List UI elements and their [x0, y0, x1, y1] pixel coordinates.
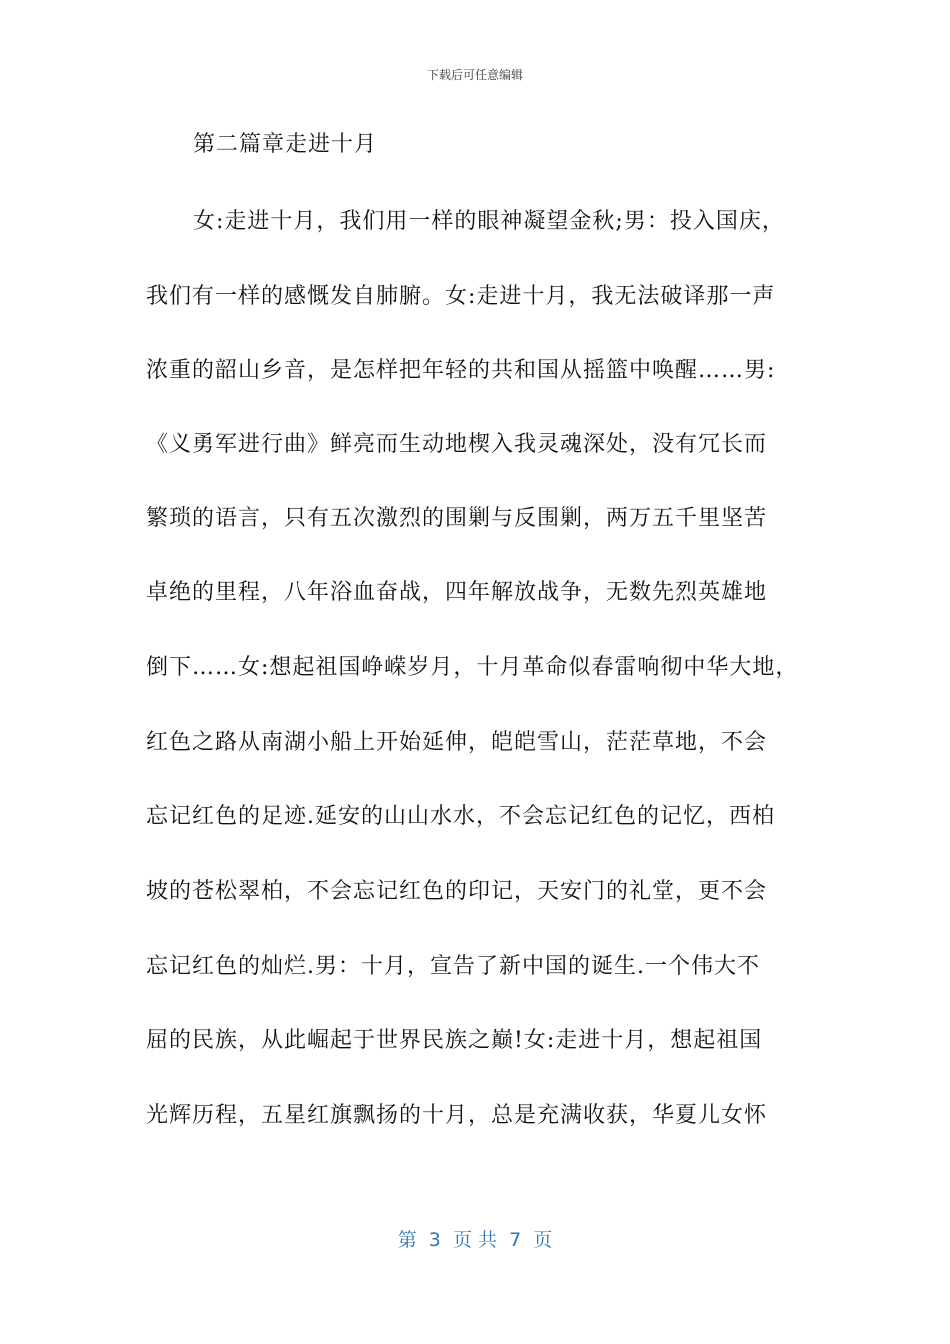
paragraph-line: 坡的苍松翠柏，不会忘记红色的印记，天安门的礼堂，更不会 [146, 879, 768, 904]
paragraph-line: 忘记红色的灿烂.男：十月，宣告了新中国的诞生.一个伟大不 [146, 954, 760, 979]
paragraph-line: 浓重的韶山乡音，是怎样把年轻的共和国从摇篮中唤醒……男: [146, 358, 776, 383]
paragraph-line: 卓绝的里程，八年浴血奋战，四年解放战争，无数先烈英雄地 [146, 580, 768, 605]
paragraph-line: 繁琐的语言，只有五次激烈的围剿与反围剿，两万五千里坚苦 [146, 506, 768, 531]
paragraph-line: 光辉历程，五星红旗飘扬的十月，总是充满收获，华夏儿女怀 [146, 1103, 768, 1128]
paragraph-line: 女:走进十月，我们用一样的眼神凝望金秋;男：投入国庆， [193, 209, 785, 234]
header-note: 下载后可任意编辑 [426, 68, 523, 82]
paragraph-line: 倒下……女:想起祖国峥嵘岁月，十月革命似春雷响彻中华大地， [146, 655, 799, 680]
paragraph-line: 屈的民族，从此崛起于世界民族之巅!女:走进十月，想起祖国 [146, 1028, 763, 1053]
paragraph-line: 忘记红色的足迹.延安的山山水水，不会忘记红色的记忆，西柏 [146, 804, 775, 829]
page-number-footer: 第 3 页 共 7 页 [397, 1229, 553, 1251]
paragraph-line: 我们有一样的感慨发自肺腑。女:走进十月，我无法破译那一声 [146, 284, 776, 309]
paragraph-line: 《义勇军进行曲》鲜亮而生动地楔入我灵魂深处，没有冗长而 [146, 432, 768, 457]
paragraph-line: 红色之路从南湖小船上开始延伸，皑皑雪山，茫茫草地，不会 [146, 730, 768, 755]
section-title: 第二篇章走进十月 [193, 132, 378, 157]
